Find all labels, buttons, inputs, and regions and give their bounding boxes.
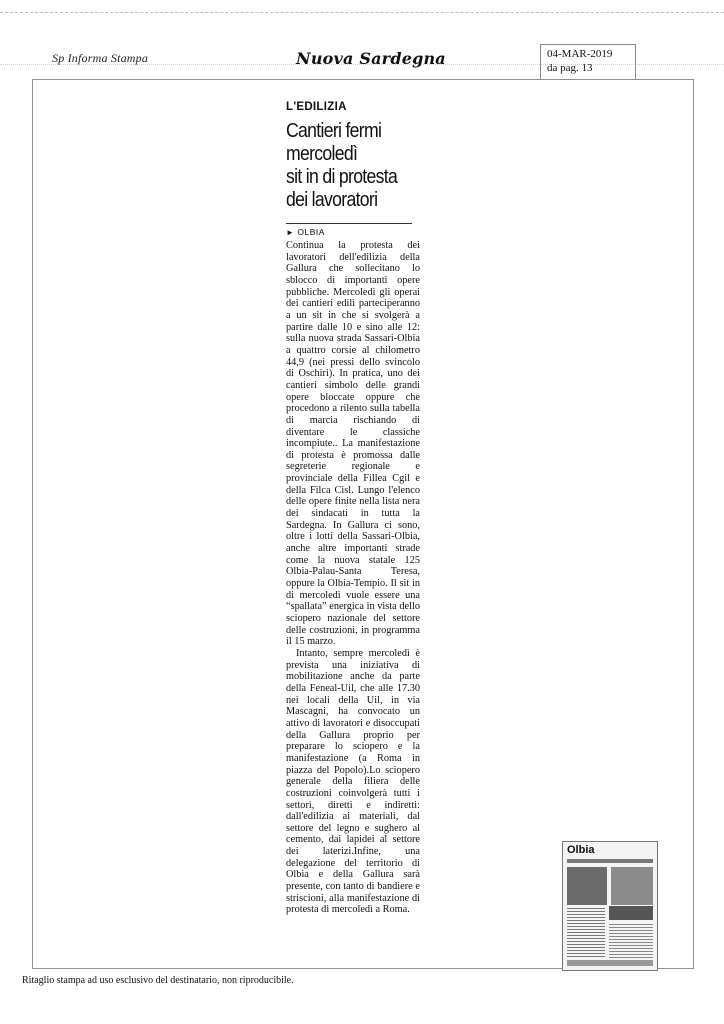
article-date: 04-MAR-2019 <box>547 48 613 60</box>
thumbnail-photo <box>611 867 653 905</box>
scan-artifact-line <box>0 12 724 13</box>
article-paragraph: Continua la protesta dei lavoratori dell'edilizia della Gallura che sollecitano lo sblocco di importanti opere pubbliche. Mercoledì gli operai dei cantieri edili parteciperanno a un sit in che si svolgerà a partire dalle 10 e sino alle 12: sulla nuova strada Sassari-Olbia a quattro corsie al chilometro 44,9 (nei pressi dello svincolo di Oschiri). In pratica, uno dei cantieri simbolo delle grandi opere bloccate oppure che procedono a rilento sulla tabella di marcia rischiando di diventare le classiche incompiute.. La manifestazione di protesta è promossa dalle segreterie regionale e provinciale della Fillea Cgil e della Filca Cisl. Lungo l'elenco delle opere finite nella lista nera dei sindacati in tutta la Sardegna. In Gallura ci sono, oltre i lotti della Sassari-Olbia, anche altre importanti strade come la nuova statale 125 Olbia-Palau-Santa Teresa, oppure la Olbia-Tempio. Il sit in di mercoledì vuole essere una “spallata” energica in vista dello sciopero nazionale del settore delle costruzioni, in programma il 15 marzo. <box>286 240 420 648</box>
article-page: da pag. 13 <box>547 62 593 74</box>
thumbnail-title: Olbia <box>567 844 595 856</box>
date-box <box>540 44 636 80</box>
thumbnail-photo <box>567 867 607 905</box>
dateline-marker-icon: ► <box>286 228 295 237</box>
headline-line: sit in di protesta <box>286 165 398 188</box>
article-body <box>286 240 420 916</box>
article-paragraph: Intanto, sempre mercoledì è prevista una iniziativa di mobilitazione anche da parte della Feneal-Uil, che alle 17.30 nei locali della Uil, in via Mascagni, ha convocato un attivo di lavoratori e disoccupati della Gallura proprio per preparare lo sciopero e la manifestazione (a Roma in piazza del Popolo).Lo sciopero generale della filiera delle costruzioni coinvolgerà tutti i settori, diretti e indiretti: dall'edilizia ai materiali, dal settore del legno e sughero al cemento, dai lapidei al settore dei laterizi.Infine, una delegazione del territorio di Olbia e della Gallura sarà presente, con tanto di bandiere e striscioni, alla manifestazione di protesta di mercoledì a Roma. <box>286 647 420 916</box>
footer-disclaimer: Ritaglio stampa ad uso esclusivo del destinatario, non riproducibile. <box>22 975 294 986</box>
thumbnail-footer <box>567 960 653 966</box>
thumbnail-headline-box <box>609 906 653 920</box>
source-logo: Sp Informa Stampa <box>52 51 149 65</box>
thumbnail-text-column <box>609 924 653 958</box>
article-kicker: L'EDILIZIA <box>286 101 347 113</box>
newspaper-masthead: Nuova Sardegna <box>296 49 446 68</box>
headline-line: mercoledì <box>286 142 358 165</box>
headline-rule <box>286 223 412 224</box>
thumbnail-banner <box>567 859 653 863</box>
page-thumbnail <box>562 841 658 971</box>
article-headline <box>286 119 415 211</box>
headline-line: dei lavoratori <box>286 188 378 211</box>
headline-line: Cantieri fermi <box>286 119 382 142</box>
dateline-place: OLBIA <box>297 227 325 237</box>
dateline <box>286 227 325 237</box>
thumbnail-text-column <box>567 908 605 958</box>
